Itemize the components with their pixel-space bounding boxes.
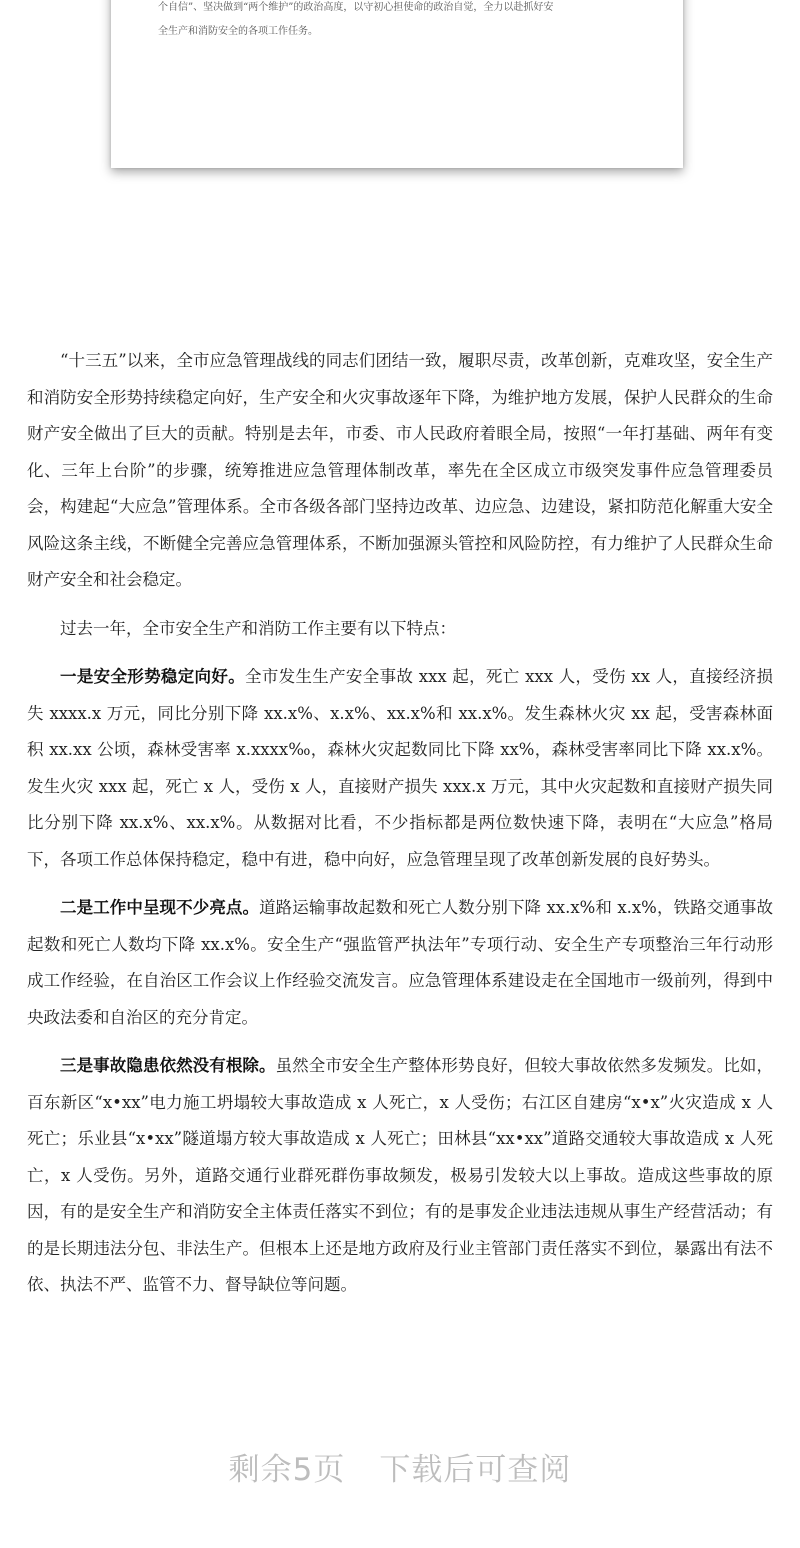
point-2-text: 道路运输事故起数和死亡人数分别下降 xx.x%和 x.x%，铁路交通事故起数和死亡人数均下降 xx.x%。安全生产“强监管严执法年”专项行动、安全生产专项整治三年行动形成工作经验，在自治区工作会议上作经验交流发言。应急管理体系建设走在全国地市一级前列，得到中央政法委和自治区的充分肯定。: [27, 898, 773, 1027]
point-2-heading: 二是工作中呈现不少亮点。: [60, 898, 260, 917]
point-3-text: 虽然全市安全生产整体形势良好，但较大事故依然多发频发。比如，百东新区“x•xx”电力施工坍塌较大事故造成 x 人死亡，x 人受伤；右江区自建房“x•x”火灾造成 x 人死亡；乐业县“x•xx”隧道塌方较大事故造成 x 人死亡；田林县“xx•xx”道路交通较大事故造成 x 人死亡，x 人受伤。另外，道路交通行业群死群伤事故频发，极易引发较大以上事故。造成这些事故的原因，有的是安全生产和消防安全主体责任落实不到位；有的是事发企业违法违规从事生产经营活动；有的是长期违法分包、非法生产。但根本上还是地方政府及行业主管部门责任落实不到位，暴露出有法不依、执法不严、监管不力、督导缺位等问题。: [27, 1056, 774, 1294]
paragraph-point-1: [27, 659, 773, 878]
preview-card-line: 个自信”、坚决做到“两个维护”的政治高度，以守初心担使命的政治自觉，全力以赴抓好安: [158, 2, 554, 13]
document-body: [27, 343, 773, 1304]
paragraph-point-2: [27, 890, 773, 1036]
preview-card-text: [158, 0, 658, 44]
remaining-pages-notice[interactable]: [0, 1444, 800, 1489]
point-3-heading: 三是事故隐患依然没有根除。: [60, 1056, 276, 1075]
point-1-text: 全市发生生产安全事故 xxx 起，死亡 xxx 人，受伤 xx 人，直接经济损失 xxxx.x 万元，同比分别下降 xx.x%、x.x%、xx.x%和 xx.x%。发生森林火灾 xx 起，受害森林面积 xx.xx 公顷，森林受害率 x.xxxx‰，森林火灾起数同比下降 xx%，森林受害率同比下降 xx.x%。发生火灾 xxx 起，死亡 x 人，受伤 x 人，直接财产损失 xxx.x 万元，其中火灾起数和直接财产损失同比分别下降 xx.x%、xx.x%。从数据对比看，不少指标都是两位数快速下降，表明在“大应急”格局下，各项工作总体保持稳定，稳中有进，稳中向好，应急管理呈现了改革创新发展的良好势头。: [27, 667, 773, 869]
document-preview-card: [111, 0, 683, 168]
download-to-view-label: 下载后可查阅: [379, 1452, 572, 1488]
point-1-heading: 一是安全形势稳定向好。: [60, 667, 246, 686]
paragraph-summary: 过去一年，全市安全生产和消防工作主要有以下特点：: [60, 618, 456, 638]
remaining-pages-label: 剩余5页: [228, 1452, 346, 1488]
paragraph-intro: “十三五”以来，全市应急管理战线的同志们团结一致，履职尽责，改革创新，克难攻坚，安全生产和消防安全形势持续稳定向好，生产安全和火灾事故逐年下降，为维护地方发展，保护人民群众的生命财产安全做出了巨大的贡献。特别是去年，市委、市人民政府着眼全局，按照“一年打基础、两年有变化、三年上台阶”的步骤，统筹推进应急管理体制改革，率先在全区成立市级突发事件应急管理委员会，构建起“大应急”管理体系。全市各级各部门坚持边改革、边应急、边建设，紧扣防范化解重大安全风险这条主线，不断健全完善应急管理体系，不断加强源头管控和风险防控，有力维护了人民群众生命财产安全和社会稳定。: [27, 351, 773, 589]
preview-card-line: 全生产和消防安全的各项工作任务。: [158, 26, 318, 37]
paragraph-point-3: [27, 1048, 773, 1304]
